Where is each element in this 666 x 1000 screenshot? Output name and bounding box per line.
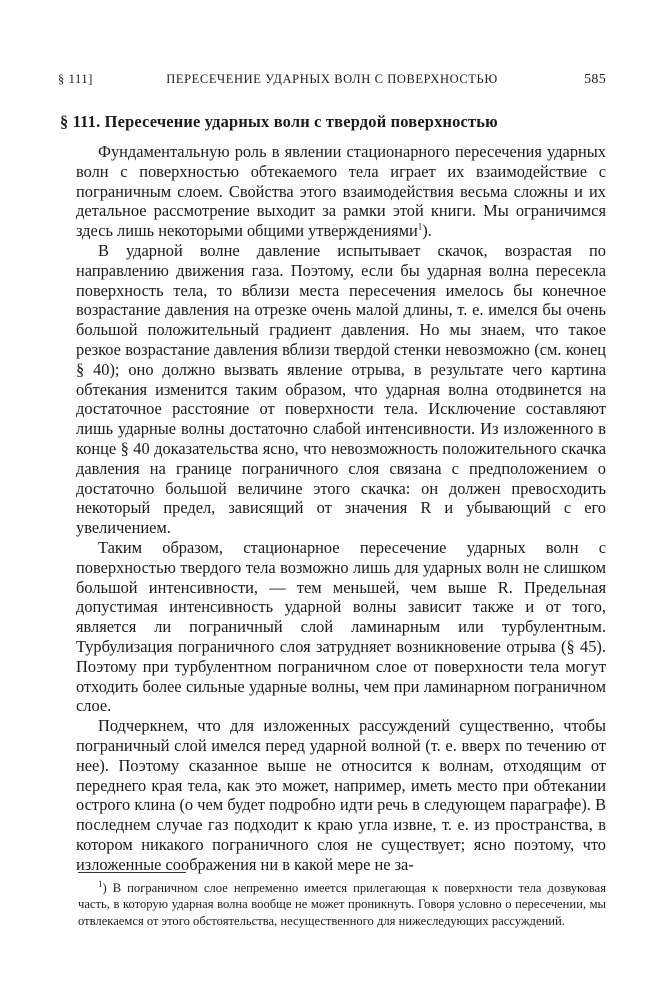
section-ref: § 111] [58, 72, 93, 86]
paragraph [76, 142, 606, 241]
paragraph-text: Фундаментальную роль в явлении стационарного пересечения ударных волн с поверхностью обтекаемого тела играет их взаимодействие с пограничным слоем. Свойства этого взаимодействия весьма сложны и их детальное рассмотрение выходит за рамки этой книги. Мы ограничимся здесь лишь некоторыми общими утверждениями [76, 142, 606, 241]
running-head [58, 72, 606, 92]
paragraph: Подчеркнем, что для изложенных рассуждений существенно, чтобы пограничный слой имелся перед ударной волной (т. е. вверх по течению от нее). Поэтому сказанное выше не относится к волнам, отходящим от переднего края тела, как это может, например, иметь место при обтекании острого клина (о чем будет подробно идти речь в следующем параграфе). В последнем случае газ подходит к краю угла извне, т. е. из пространства, в котором никакого пограничного слоя не существует; ясно поэтому, что изложенные соображения ни в какой мере не за- [76, 716, 606, 874]
body-text [76, 142, 606, 874]
section-title: § 111. Пересечение ударных волн с твердой поверхностью [60, 112, 498, 131]
footnote-marker: 1 [98, 878, 103, 889]
paragraph: Таким образом, стационарное пересечение ударных волн с поверхностью твердого тела возможно лишь для ударных волн не слишком большой интенсивности, — тем меньшей, чем выше R. Предельная допустимая интенсивность ударной волны зависит также и от того, является ли пограничный слой ламинарным или турбулентным. Турбулизация пограничного слоя затрудняет возникновение отрыва (§ 45). Поэтому при турбулентном пограничном слое от поверхности тела могут отходить более сильные ударные волны, чем при ламинарном пограничном слое. [76, 537, 606, 716]
footnote-text: ) В пограничном слое непременно имеется прилегающая к поверхности тела дозвуковая часть, в которую ударная волна вообще не может проникнуть. Говоря условно о пересечении, мы отвлекаемся от этого обстоятельства, несущественного для нижеследующих рассуждений. [78, 881, 606, 928]
page-number: 585 [584, 72, 606, 87]
footnote-divider [78, 872, 186, 873]
footnote [78, 880, 606, 929]
paragraph-suffix: ). [422, 221, 432, 241]
footnotes [78, 880, 606, 929]
running-title: ПЕРЕСЕЧЕНИЕ УДАРНЫХ ВОЛН С ПОВЕРХНОСТЬЮ [166, 72, 498, 86]
footnote-ref: 1 [417, 221, 423, 232]
paragraph: В ударной волне давление испытывает скачок, возрастая по направлению движения газа. Поэтому, если бы ударная волна пересекла поверхность тела, то вблизи места пересечения имелось бы конечное возрастание давления на отрезке очень малой длины, т. е. имелся бы очень большой положительный градиент давления. Но мы знаем, что такое резкое возрастание давления вблизи твердой стенки невозможно (см. конец § 40); оно должно вызвать явление отрыва, в результате чего картина обтекания изменится таким образом, что ударная волна отодвинется на достаточное расстояние от поверхности тела. Исключение составляют лишь ударные волны достаточно слабой интенсивности. Из изложенного в конце § 40 доказательства ясно, что невозможность положительного скачка давления на границе пограничного слоя связана с предположением о достаточно большой величине этого скачка: он должен превосходить некоторый предел, зависящий от значения R и убывающий с его увеличением. [76, 240, 606, 538]
